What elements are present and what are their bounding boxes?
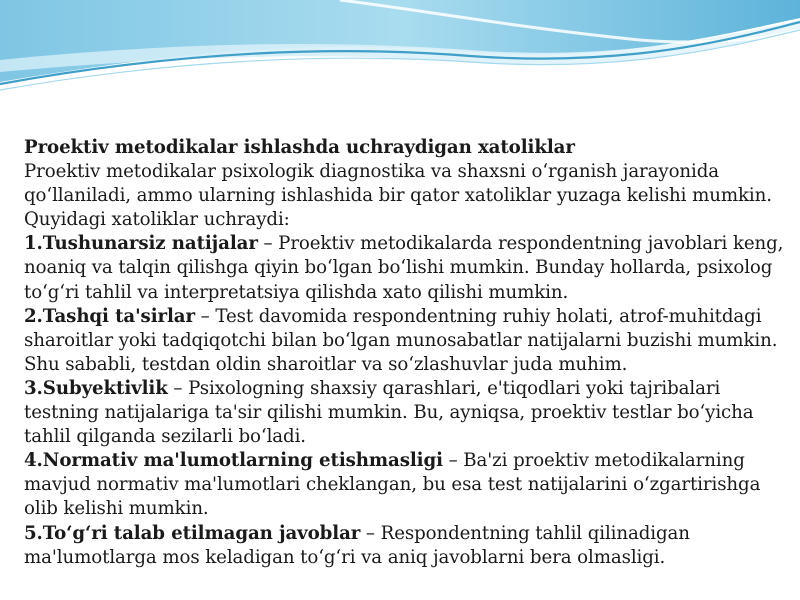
list-item <box>24 449 790 521</box>
list-item <box>24 305 790 377</box>
item-text: – Psixologning shaxsiy qarashlari, e'tiqodlari yoki tajribalari testning natijalariga ta'sir qilishi mumkin. Bu, ayniqsa, proektiv testlar bo‘yicha tahlil qilganda sezilarli bo‘ladi. <box>24 377 754 448</box>
item-title: Tushunarsiz natijalar <box>42 233 258 255</box>
item-number: 1. <box>24 233 43 255</box>
item-title: Normativ ma'lumotlarning etishmasligi <box>42 450 443 472</box>
intro-paragraph: Proektiv metodikalar psixologik diagnostika va shaxsni o‘rganish jarayonida qo‘llaniladi, ammo ularning ishlashida bir qator xatoliklar yuzaga kelishi mumkin. Quyidagi xatoliklar uchraydi: <box>24 161 772 231</box>
item-title: Tashqi ta'sirlar <box>42 305 195 327</box>
item-title: To‘g‘ri talab etilmagan javoblar <box>42 522 361 544</box>
item-title: Subyektivlik <box>42 377 168 399</box>
item-number: 5. <box>24 522 43 544</box>
item-text: – Ba'zi proektiv metodikalarning mavjud normativ ma'lumotlari cheklangan, bu esa test natijalarini o‘zgartirishga olib kelishi mumkin. <box>24 450 761 520</box>
item-number: 3. <box>24 377 43 399</box>
list-item <box>24 377 790 449</box>
item-number: 2. <box>24 305 43 327</box>
item-text: – Respondentning tahlil qilinadigan ma'lumotlarga mos keladigan to‘g‘ri va aniq javoblarni bera olmasligi. <box>24 522 690 568</box>
item-number: 4. <box>24 450 43 472</box>
list-item <box>24 522 790 570</box>
wave-header-decoration <box>0 0 800 110</box>
list-item <box>24 232 790 304</box>
slide-title: Proektiv metodikalar ishlashda uchraydigan xatoliklar <box>24 137 575 158</box>
slide-body <box>24 136 790 570</box>
item-text: – Test davomida respondentning ruhiy holati, atrof-muhitdagi sharoitlar yoki tadqiqotchi bilan bo‘lgan munosabatlar natijalarni buzishi mumkin. Shu sababli, testdan oldin sharoitlar va so‘zlashuvlar juda muhim. <box>24 305 778 375</box>
item-text: – Proektiv metodikalarda respondentning javoblari keng, noaniq va talqin qilishga qiyin bo‘lgan bo‘lishi mumkin. Bunday hollarda, psixolog to‘g‘ri tahlil va interpretatsiya qilishda xato qilishi mumkin. <box>24 233 784 303</box>
